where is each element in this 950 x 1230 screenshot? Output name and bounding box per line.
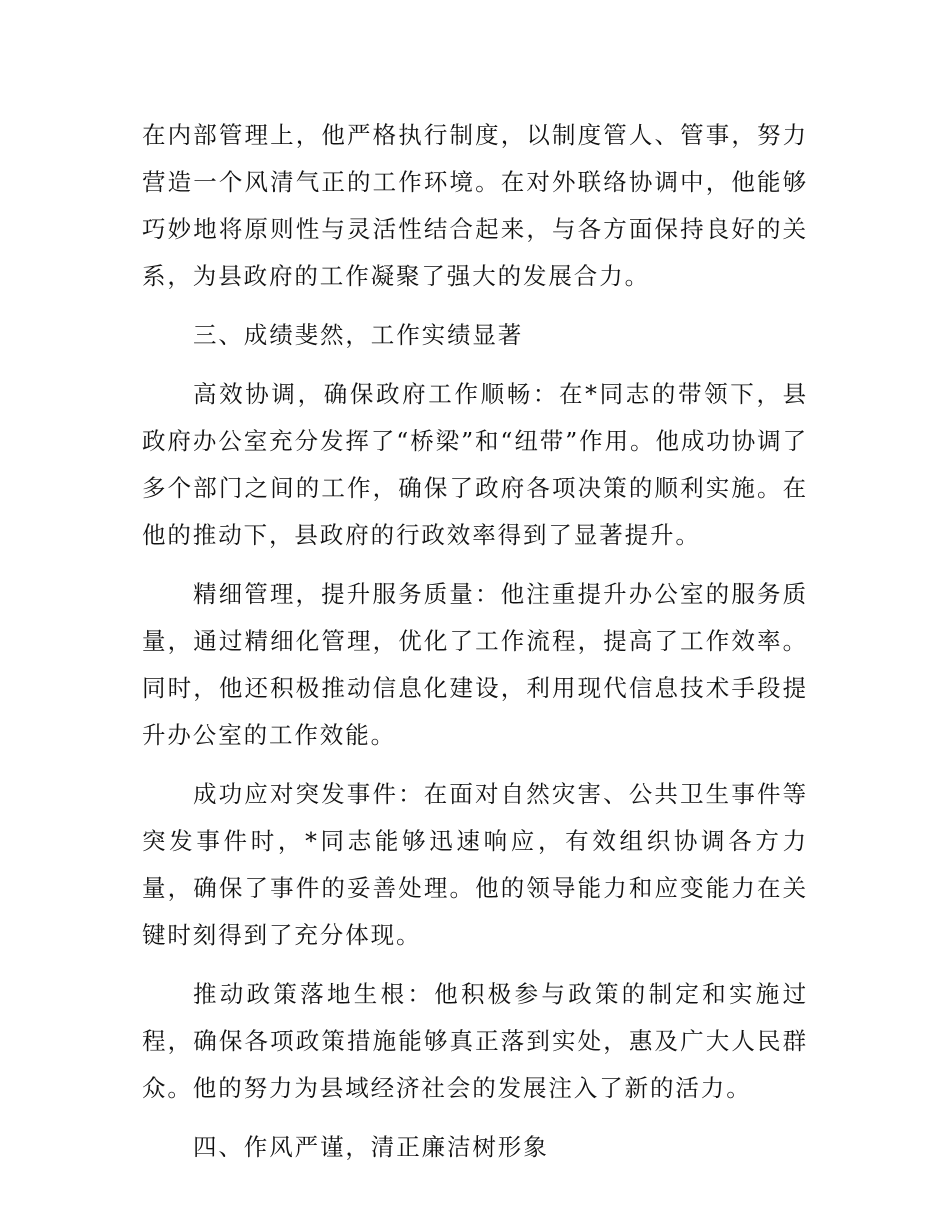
paragraph-fine-management: 精细管理，提升服务质量：他注重提升办公室的服务质量，通过精细化管理，优化了工作流程，提高了工作效率。同时，他还积极推动信息化建设，利用现代信息技术手段提升办公室的工作效能。 xyxy=(142,580,808,749)
section-heading-achievements: 三、成绩斐然，工作实绩显著 xyxy=(193,321,524,349)
paragraph-internal-management: 在内部管理上，他严格执行制度，以制度管人、管事，努力营造一个风清气正的工作环境。在对外联络协调中，他能够巧妙地将原则性与灵活性结合起来，与各方面保持良好的关系，为县政府的工作凝聚了强大的发展合力。 xyxy=(142,121,808,290)
paragraph-efficient-coordination: 高效协调，确保政府工作顺畅：在*同志的带领下，县政府办公室充分发挥了“桥梁”和“纽带”作用。他成功协调了多个部门之间的工作，确保了政府各项决策的顺利实施。在他的推动下，县政府的行政效率得到了显著提升。 xyxy=(142,380,808,549)
section-heading-work-style: 四、作风严谨，清正廉洁树形象 xyxy=(193,1133,549,1161)
paragraph-emergency-response: 成功应对突发事件：在面对自然灾害、公共卫生事件等突发事件时，*同志能够迅速响应，有效组织协调各方力量，确保了事件的妥善处理。他的领导能力和应变能力在关键时刻得到了充分体现。 xyxy=(142,780,808,949)
document-body xyxy=(142,112,808,1183)
paragraph-policy-implementation: 推动政策落地生根：他积极参与政策的制定和实施过程，确保各项政策措施能够真正落到实处，惠及广大人民群众。他的努力为县域经济社会的发展注入了新的活力。 xyxy=(142,980,808,1102)
